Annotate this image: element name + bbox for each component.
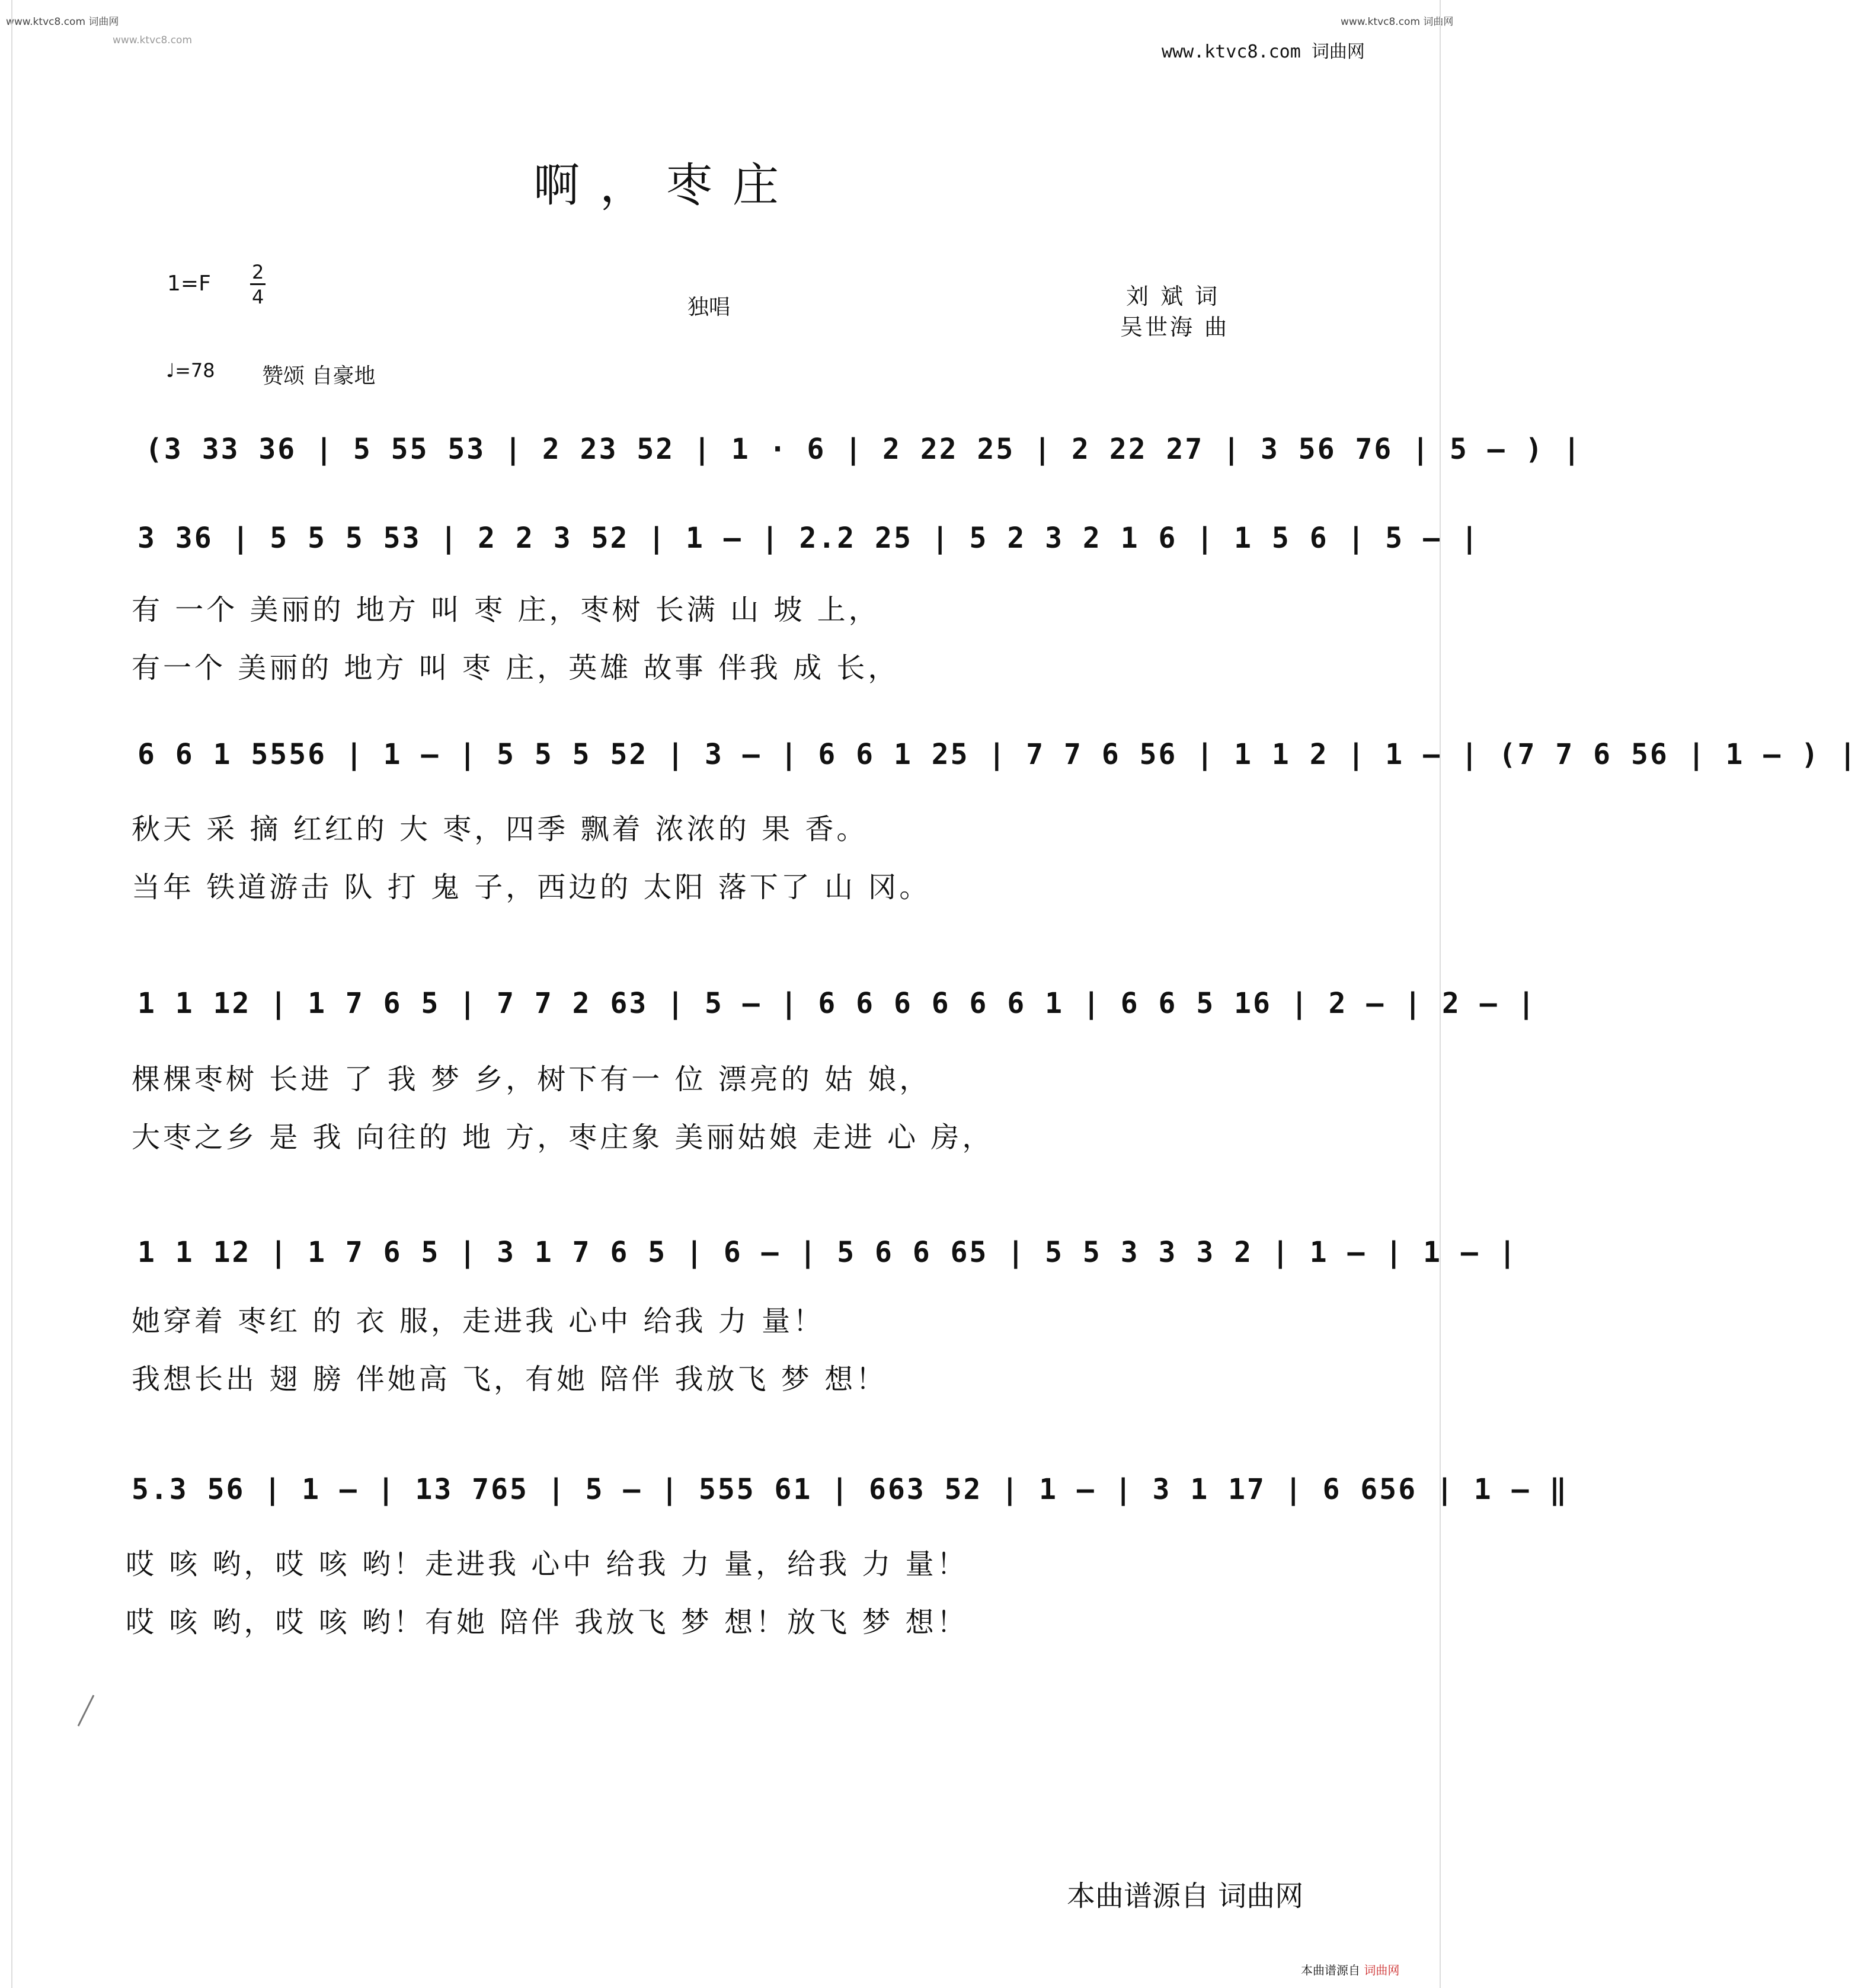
- header-tiny-left: www.ktvc8.com 词曲网: [6, 16, 119, 28]
- lyric-line: 棵棵枣树 长进 了 我 梦 乡，树下有一 位 漂亮的 姑 娘，: [132, 1063, 931, 1096]
- performance-label: 独唱: [687, 295, 731, 319]
- lyric-line: 哎 咳 哟，哎 咳 哟！走进我 心中 给我 力 量，给我 力 量！: [126, 1548, 968, 1581]
- tempo-marking: ♩=78: [166, 359, 215, 382]
- lyric-line: 她穿着 枣红 的 衣 服，走进我 心中 给我 力 量！: [132, 1305, 825, 1338]
- website-label: www.ktvc8.com 词曲网: [1162, 41, 1365, 62]
- time-signature-top: 2: [252, 261, 264, 283]
- lyric-line: 大枣之乡 是 我 向往的 地 方，枣庄象 美丽姑娘 走进 心 房，: [132, 1121, 994, 1154]
- lyric-line: 有 一个 美丽的 地方 叫 枣 庄，枣树 长满 山 坡 上，: [132, 593, 880, 627]
- lyric-line: 我想长出 翅 膀 伴她高 飞，有她 陪伴 我放飞 梦 想！: [132, 1363, 888, 1396]
- score-line: 6 6 1 5556 | 1 – | 5 5 5 52 | 3 – | 6 6 1 25 | 7 7 6 56 | 1 1 2 | 1 – | (7 7 6 56 | 1 – ) |: [137, 738, 1858, 771]
- lyricist-credit: 刘 斌 词: [1126, 283, 1220, 309]
- footer-small-right: 词曲网: [1364, 1963, 1400, 1977]
- time-signature-bottom: 4: [252, 286, 264, 308]
- lyric-line: 有一个 美丽的 地方 叫 枣 庄，英雄 故事 伴我 成 长，: [132, 651, 900, 685]
- score-line: 1 1 12 | 1 7 6 5 | 3 1 7 6 5 | 6 – | 5 6 6 65 | 5 5 3 3 3 2 | 1 – | 1 – |: [137, 1236, 1518, 1269]
- lyric-line: 哎 咳 哟，哎 咳 哟！有她 陪伴 我放飞 梦 想！放飞 梦 想！: [126, 1606, 968, 1639]
- score-line: 5.3 56 | 1 – | 13 765 | 5 – | 555 61 | 663 52 | 1 – | 3 1 17 | 6 656 | 1 – ‖: [132, 1473, 1569, 1506]
- footer-source: 本曲谱源自 词曲网: [1067, 1880, 1304, 1913]
- key-signature: 1=F: [167, 271, 211, 296]
- lyric-line: 当年 铁道游击 队 打 鬼 子，西边的 太阳 落下了 山 冈。: [132, 871, 931, 904]
- stray-mark: [78, 1695, 94, 1726]
- composer-credit: 吴世海 曲: [1120, 314, 1230, 340]
- score-line: (3 33 36 | 5 55 53 | 2 23 52 | 1 · 6 | 2 22 25 | 2 22 27 | 3 56 76 | 5 – ) |: [145, 433, 1582, 466]
- header-tiny-left-faint: www.ktvc8.com: [113, 34, 192, 46]
- expression-marking: 赞颂 自豪地: [262, 364, 376, 388]
- score-line: 1 1 12 | 1 7 6 5 | 7 7 2 63 | 5 – | 6 6 6 6 6 6 1 | 6 6 5 16 | 2 – | 2 – |: [137, 987, 1537, 1020]
- lyric-line: 秋天 采 摘 红红的 大 枣，四季 飘着 浓浓的 果 香。: [132, 813, 868, 846]
- score-line: 3 36 | 5 5 5 53 | 2 2 3 52 | 1 – | 2.2 25 | 5 2 3 2 1 6 | 1 5 6 | 5 – |: [137, 522, 1480, 555]
- header-tiny-right: www.ktvc8.com 词曲网: [1341, 16, 1454, 28]
- song-title: 啊，枣庄: [533, 159, 800, 212]
- footer-small-left: 本曲谱源自: [1301, 1963, 1360, 1977]
